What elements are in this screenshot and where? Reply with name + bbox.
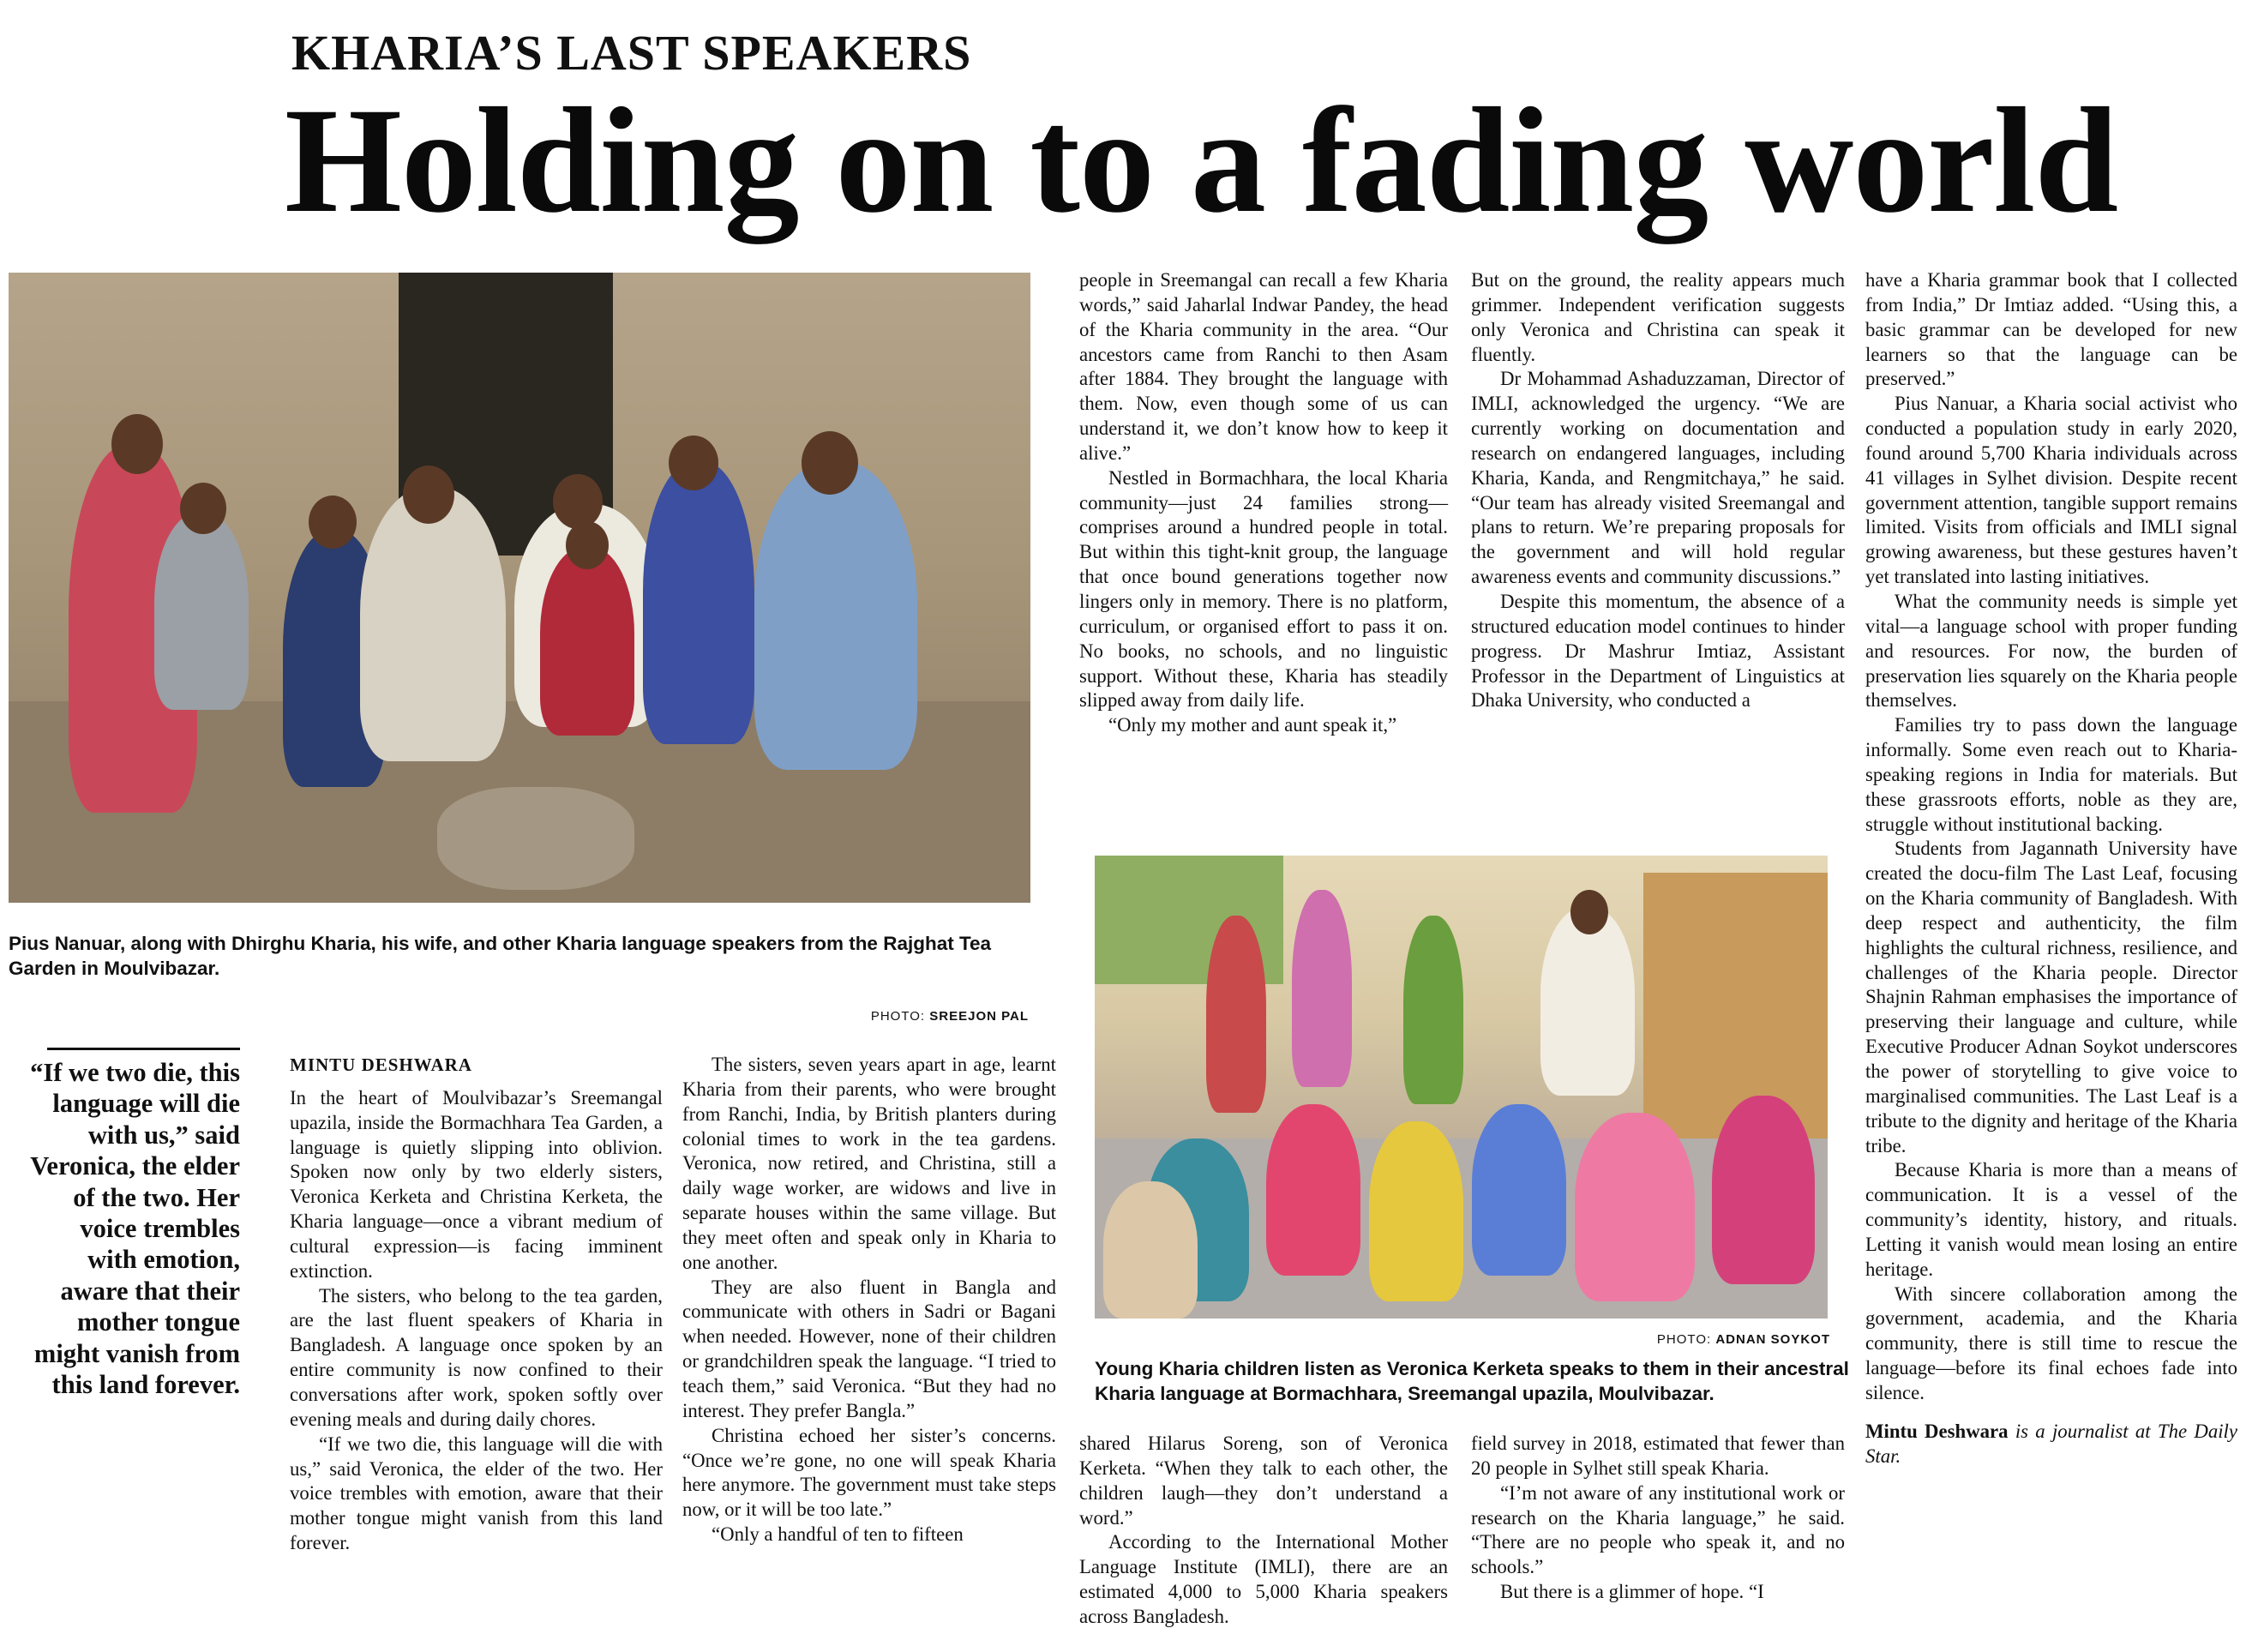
paragraph: Despite this momentum, the absence of a structured education model continues to hinder progress. Dr Mashrur Imtiaz, Assistant Professor in the Department of Linguistics at Dhaka University, who conducted a — [1471, 590, 1845, 712]
paragraph: have a Kharia grammar book that I collected from India,” Dr Imtiaz added. “Using this, a basic grammar can be developed for new learners so that the language can be preserved.” — [1865, 269, 2237, 390]
paragraph: people in Sreemangal can recall a few Kharia words,” said Jaharlal Indwar Pandey, the head of the Kharia community in the area. “Our ancestors came from Ranchi to then Asam after 1884. They brought the language with them. Now, even though some of us can understand it, we don’t know how to keep it alive.” — [1079, 269, 1448, 464]
article-column-4-bottom — [1471, 1432, 1845, 1605]
paragraph: Students from Jagannath University have created the docu-film The Last Leaf, focusing on the Kharia community of Bangladesh. With deep respect and authenticity, the film highlights the cultural richness, resilience, and challenges of the Kharia people. Director Shajnin Rahman emphasises the importance of preserving their language and culture, while Executive Producer Adnan Soykot underscores the power of storytelling to give voice to marginalised communities. The Last Leaf is a tribute to the dignity and heritage of the Kharia tribe. — [1865, 838, 2237, 1156]
headline: Holding on to a fading world — [285, 77, 2118, 244]
photo-family-caption: Pius Nanuar, along with Dhirghu Kharia, his wife, and other Kharia language speakers from the Rajghat Tea Garden in Moulvibazar. — [9, 933, 992, 979]
paragraph: Nestled in Bormachhara, the local Kharia community—just 24 families strong—comprises around a hundred people in total. But within this tight-knit group, the language that once bound generations together now lingers only in memory. There is no platform, curriculum, or organised effort to pass it on. No books, no schools, and no linguistic support. Without these, Kharia has steadily slipped away from daily life. — [1079, 466, 1448, 712]
byline: MINTU DESHWARA — [290, 1054, 472, 1075]
paragraph: shared Hilarus Soreng, son of Veronica Kerketa. “When they talk to each other, the children laugh—they don’t understand a word.” — [1079, 1433, 1448, 1529]
paragraph: Because Kharia is more than a means of communication. It is a vessel of the community’s identity, history, and rituals. Letting it vanish would mean losing an entire heritage. — [1865, 1159, 2237, 1280]
photo-children-caption: Young Kharia children listen as Veronica Kerketa speaks to them in their ancestral Kharia language at Bormachhara, Sreemangal upazila, Moulvibazar. — [1095, 1358, 1849, 1404]
paragraph: “I’m not aware of any institutional work or research on the Kharia language,” he said. “There are no people who speak it, and no schools.” — [1471, 1481, 1845, 1578]
author-note — [1865, 1420, 2237, 1469]
photo-children — [1095, 856, 1828, 1319]
paragraph: According to the International Mother Language Institute (IMLI), there are an estimated 4,000 to 5,000 Kharia speakers across Bangladesh. — [1079, 1531, 1448, 1627]
paragraph: But on the ground, the reality appears much grimmer. Independent verification suggests only Veronica and Christina can speak it fluently. — [1471, 269, 1845, 365]
article-column-4-top — [1471, 268, 1845, 713]
paragraph: Dr Mohammad Ashaduzzaman, Director of IMLI, acknowledged the urgency. “We are currently working on documentation and research on endangered languages, including Kharia, Kanda, and Rengmitchaya,” he said. “Our team has already visited Sreemangal and plans to return. We’re preparing proposals for the government and will hold regular awareness events and community discussions.” — [1471, 368, 1845, 588]
credit-name: ADNAN SOYKOT — [1715, 1332, 1830, 1347]
paragraph: “Only my mother and aunt speak it,” — [1108, 714, 1397, 736]
article-column-3-bottom — [1079, 1432, 1448, 1630]
paragraph: The sisters, who belong to the tea garden, are the last fluent speakers of Kharia in Bangladesh. A language once spoken by an entire community is now confined to their conversations after work, spoken softly over evening meals and during daily chores. — [290, 1284, 663, 1430]
article-column-1 — [290, 1053, 663, 1556]
photo-family — [9, 273, 1030, 903]
paragraph: With sincere collaboration among the government, academia, and the Kharia community, there is still time to rescue the language—before its final echoes fade into silence. — [1865, 1283, 2237, 1403]
paragraph: Pius Nanuar, a Kharia social activist who conducted a population study in early 2020, found around 5,700 Kharia individuals across 41 villages in Sylhet division. Despite recent government attention, tangible support remains limited. Visits from officials and IMLI signal growing awareness, but these gestures haven’t yet translated into lasting initiatives. — [1865, 393, 2237, 588]
article-column-3-top — [1079, 268, 1448, 738]
paragraph: Christina echoed her sister’s concerns. “Once we’re gone, no one will speak Kharia here anymore. The government must take steps now, or it will be too late.” — [682, 1424, 1056, 1521]
author-description: is a journalist at The Daily Star. — [1865, 1420, 2237, 1467]
author-name: Mintu Deshwara — [1865, 1420, 2009, 1442]
article-column-2 — [682, 1053, 1056, 1547]
article-column-5 — [1865, 268, 2237, 1469]
paragraph: The sisters, seven years apart in age, learnt Kharia from their parents, who were brought from Ranchi, India, by British planters during colonial times to work in the tea gardens. Veronica, now retired, and Christina, still a daily wage worker, are widows and live in separate houses within the same village. But they meet often and speak only in Kharia to one another. — [682, 1054, 1056, 1273]
kicker: KHARIA’S LAST SPEAKERS — [291, 25, 972, 81]
paragraph: But there is a glimmer of hope. “I — [1500, 1581, 1764, 1603]
paragraph: In the heart of Moulvibazar’s Sreemangal upazila, inside the Bormachhara Tea Garden, a language is quietly slipping into oblivion. Spoken now only by two elderly sisters, Veronica Kerketa and Christina Kerketa, the Kharia language—once a vibrant medium of cultural expression—is facing imminent extinction. — [290, 1086, 663, 1282]
photo-family-credit — [600, 1009, 1029, 1024]
paragraph: “Only a handful of ten to fifteen — [712, 1523, 964, 1546]
photo-children-credit — [1406, 1332, 1830, 1347]
paragraph: field survey in 2018, estimated that fewer than 20 people in Sylhet still speak Kharia. — [1471, 1433, 1845, 1479]
paragraph: “If we two die, this language will die with us,” said Veronica, the elder of the two. Her voice trembles with emotion, aware that their mother tongue might vanish from this land forever. — [290, 1433, 663, 1554]
credit-name: SREEJON PAL — [929, 1009, 1029, 1024]
pullquote-rule — [47, 1048, 240, 1050]
paragraph: What the community needs is simple yet vital—a language school with proper funding and resources. For now, the burden of preservation lies squarely on the Kharia people themselves. — [1865, 590, 2237, 712]
credit-label: PHOTO: — [870, 1009, 926, 1024]
credit-label: PHOTO: — [1656, 1332, 1712, 1347]
paragraph: Families try to pass down the language informally. Some even reach out to Kharia-speaking regions in India for materials. But these grassroots efforts, noble as they are, struggle without institutional backing. — [1865, 714, 2237, 835]
paragraph: They are also fluent in Bangla and communicate with others in Sadri or Bagani when needed. However, none of their children or grandchildren speak the language. “I tried to teach them,” said Veronica. “But they had no interest. They prefer Bangla.” — [682, 1276, 1056, 1421]
pullquote: “If we two die, this language will die with us,” said Veronica, the elder of the two. Her voice trembles with emotion, aware that their mother tongue might vanish from this land forever. — [30, 1058, 240, 1400]
